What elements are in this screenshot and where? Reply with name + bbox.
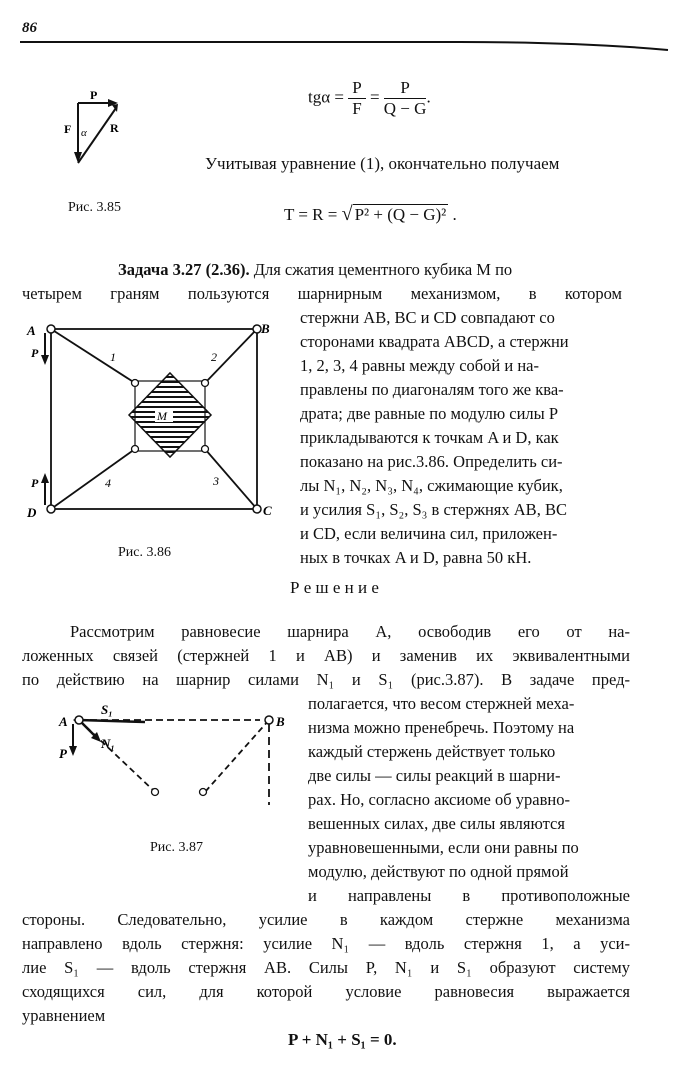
- solution-heading: Р е ш е н и е: [290, 578, 379, 597]
- label-d: D: [27, 505, 37, 520]
- label-f: F: [64, 122, 72, 136]
- task-title: Задача 3.27 (2.36).: [118, 260, 250, 279]
- label-b: B: [276, 714, 285, 729]
- label-rod-1: 1: [110, 350, 116, 364]
- solution-top: Рассмотрим равновесие шарнира A, освободив его от на- ложенных связей (стержней 1 и AB) и заменив их эквивалентными по действию на шарнир силами N₁ и S₁ (рис.3.87). В задаче пред-: [22, 622, 630, 689]
- rod-1: [51, 329, 135, 383]
- formula-tg: tgα = $\frac{P}{F}$ = $\frac{P}{Q - G}$ .: [308, 78, 431, 118]
- caption-3-85: Рис. 3.85: [68, 200, 121, 215]
- label-m: M: [157, 409, 167, 423]
- page-number: 86: [22, 20, 37, 36]
- solution-bottom: стороны. Следовательно, усилие в каждом стержне механизма направлено вдоль стержня: усилие N₁ — вдоль стержня 1, а уси- лие S₁ — вдоль стержня AB. Силы P, N₁ и S₁ образуют систему сходящихся сил, для которой условие равновесия выражается уравнением: [22, 910, 630, 1025]
- label-r: R: [110, 121, 119, 135]
- label-alpha: α: [81, 127, 87, 139]
- label-rod-2: 2: [211, 350, 217, 364]
- final-equation: P + N₁ + S₁ = 0.: [288, 1030, 397, 1049]
- label-p: P: [90, 88, 98, 102]
- rod-4: [51, 449, 135, 509]
- figure-3-86: [25, 315, 295, 525]
- task-paragraph: Задача 3.27 (2.36). Для сжатия цементного кубика М по четырем граням пользуются шарнирным механизмом, в котором: [22, 260, 622, 303]
- solution-side-text: полагается, что весом стержней меха- низма можно пренебречь. Поэтому на каждый стержень действует только две силы — силы реакций в шарни- рах. Но, согласно аксиоме об уравно- вешенных силах, две силы являются уравновешенными, если они равны по модулю, действуют по одной прямой и направлены в противоположные: [308, 694, 630, 905]
- label-c: C: [263, 503, 272, 518]
- label-p-a: P: [31, 346, 39, 360]
- label-a: A: [27, 323, 36, 338]
- header-rule: [20, 38, 670, 52]
- label-p-d: P: [31, 476, 39, 490]
- label-rod-3: 3: [213, 474, 219, 488]
- caption-3-87: Рис. 3.87: [150, 840, 203, 855]
- task-side-text: стержни AB, BC и CD совпадают со сторонами квадрата ABCD, а стержни 1, 2, 3, 4 равны между собой и на- правлены по диагоналям того же ква- драта; две равные по модулю силы P прикладываются к точкам A и D, как показано на рис.3.86. Определить си- лы N₁, N₂, N₃, N₄, сжимающие кубик, и усилия S₁, S₂, S₃ в стержнях AB, BC и CD, если величина сил, приложен- ных в точках A и D, равна 50 кН.: [300, 308, 569, 567]
- formula-t: T = R = √ P² + (Q − G)² .: [284, 203, 457, 225]
- label-rod-4: 4: [105, 476, 111, 490]
- figure-3-85: [60, 88, 140, 178]
- label-n1: N₁: [101, 736, 115, 751]
- label-s1: S₁: [101, 702, 113, 717]
- label-p: P: [59, 746, 67, 761]
- label-a: A: [59, 714, 68, 729]
- text-considering: Учитывая уравнение (1), окончательно получаем: [205, 154, 560, 173]
- caption-3-86: Рис. 3.86: [118, 545, 171, 560]
- figure-3-87: [55, 700, 305, 820]
- label-b: B: [261, 321, 270, 336]
